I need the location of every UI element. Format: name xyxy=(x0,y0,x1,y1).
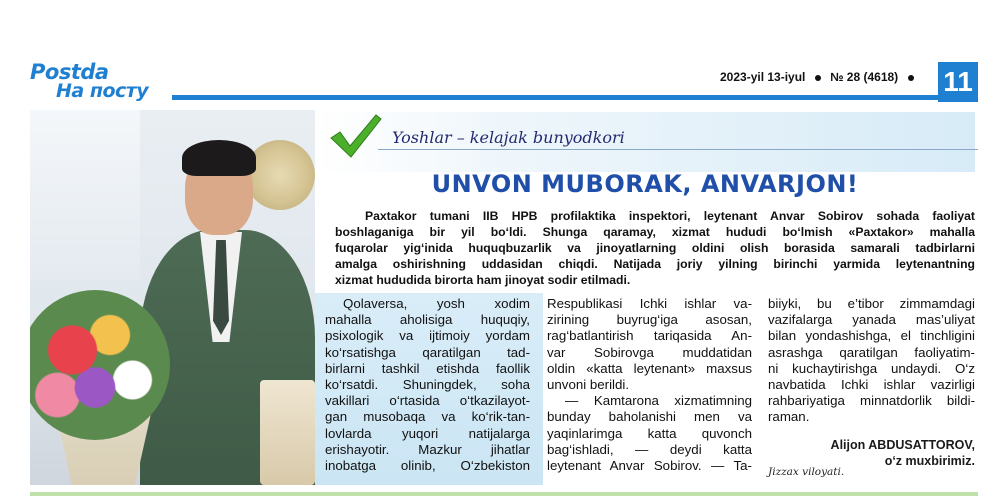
body-line: bilan yondashishga, el tinchligini xyxy=(768,328,975,344)
body-line: Qolaversa, yosh xodim xyxy=(343,296,530,311)
article-headline: UNVON MUBORAK, ANVARJON! xyxy=(431,170,859,198)
lead-line: boshlaganiga bir yil bo‘ldi. Shunga qaramay, xizmat hududi bo‘lmish «Paxtakor» mahalla xyxy=(335,225,975,239)
body-line: leytenant Anvar Sobirov. — Ta- xyxy=(547,458,752,474)
rubric-underline xyxy=(378,149,978,150)
body-line: rahbariyatiga minnatdorlik bildi- xyxy=(768,393,975,409)
photo-background-window xyxy=(30,110,140,280)
article-lead xyxy=(315,208,975,288)
issue-meta xyxy=(720,70,920,84)
body-line: — Kamtarona xizmatimning xyxy=(565,393,752,409)
article-photo xyxy=(30,110,315,485)
region-note: Jizzax viloyati. xyxy=(768,466,845,478)
header-rule xyxy=(172,95,938,100)
issue-date: 2023-yil 13-iyul xyxy=(720,70,806,84)
body-line: var Sobirovga muddatidan xyxy=(547,344,752,360)
issue-number: № 28 (4618) xyxy=(830,70,899,84)
author-name: Alijon ABDUSATTOROV, xyxy=(830,438,975,452)
body-line: birlarni tashkil etishda faollik xyxy=(325,360,530,376)
body-line: inobatga olinib, O‘zbekiston xyxy=(325,458,530,474)
photo-wall-emblem xyxy=(245,140,315,210)
body-line: ko‘rsatdi. Shuningdek, soha xyxy=(325,377,530,393)
page-number: 11 xyxy=(938,62,978,102)
photo-hair xyxy=(182,140,256,176)
lead-line: amalga oshirishning uddasidan chiqdi. Natijada joriy yilning birinchi yarmida leytenantning xyxy=(335,257,975,271)
dot-separator-icon xyxy=(815,75,821,81)
body-line: ni kuchaytirishga undaydi. O‘z xyxy=(768,360,975,376)
body-line: bunday baholanishi men va xyxy=(547,409,752,425)
body-line: ko‘rsatishga qaratilgan tad- xyxy=(325,344,530,360)
body-line: biiyki, bu e’tibor zimmamdagi xyxy=(768,296,975,311)
newspaper-logo xyxy=(30,60,160,104)
body-line: gan musobaqa va ko‘rik-tan- xyxy=(325,409,530,425)
body-line: yaqinlarimga katta quvonch xyxy=(547,425,752,441)
body-line: unvoni berildi. xyxy=(547,377,630,393)
body-line: asrashga qaratilgan faoliyatim- xyxy=(768,344,975,360)
body-line: psixologik va ijtimoiy yordam xyxy=(325,328,530,344)
body-line: raman. xyxy=(768,409,810,425)
body-line: Respublikasi Ichki ishlar va- xyxy=(547,296,752,311)
body-line: rag‘batlantirish tariqasida An- xyxy=(547,328,752,344)
logo-line1: Postda xyxy=(30,60,109,84)
dot-separator-icon xyxy=(908,75,914,81)
logo-line2: На посту xyxy=(56,80,149,102)
lead-line: xizmat hududida birorta ham jinoyat sodir etilmadi. xyxy=(335,273,631,287)
article-column-3 xyxy=(768,296,975,426)
body-line: lovlarda yuqori natijalarga xyxy=(325,425,530,441)
photo-gift-box xyxy=(260,380,315,485)
bottom-rule xyxy=(30,492,978,496)
body-line: erishayotir. Mazkur jihatlar xyxy=(325,441,530,457)
lead-line: fuqarolar yig‘inida huquqbuzarlik va jinoyatlarning oldini olish borasida samarali tadbirlarni xyxy=(335,241,975,255)
article-column-2 xyxy=(547,296,752,474)
body-line: vazifalarga yanada mas’uliyat xyxy=(768,312,975,328)
body-line: bag‘ishladi, — deydi katta xyxy=(547,441,752,457)
author-role: o‘z muxbirimiz. xyxy=(884,454,975,468)
checkmark-icon xyxy=(328,112,383,160)
lead-line: Paxtakor tumani IIB HPB profilaktika inspektori, leytenant Anvar Sobirov sohada faoliyat xyxy=(365,209,975,223)
body-line: oldin «katta leytenant» maxsus xyxy=(547,360,752,376)
body-line: mahalla aholisiga huquqiy, xyxy=(325,312,530,328)
rubric-title: Yoshlar – kelajak bunyodkori xyxy=(392,128,625,147)
body-line: navbatida Ichki ishlar vazirligi xyxy=(768,377,975,393)
body-line: vakillari o‘rtasida o‘tkazilayot- xyxy=(325,393,530,409)
author-signature xyxy=(768,437,975,469)
body-line: zirining buyrug‘iga asosan, xyxy=(547,312,752,328)
article-column-1 xyxy=(325,296,530,474)
